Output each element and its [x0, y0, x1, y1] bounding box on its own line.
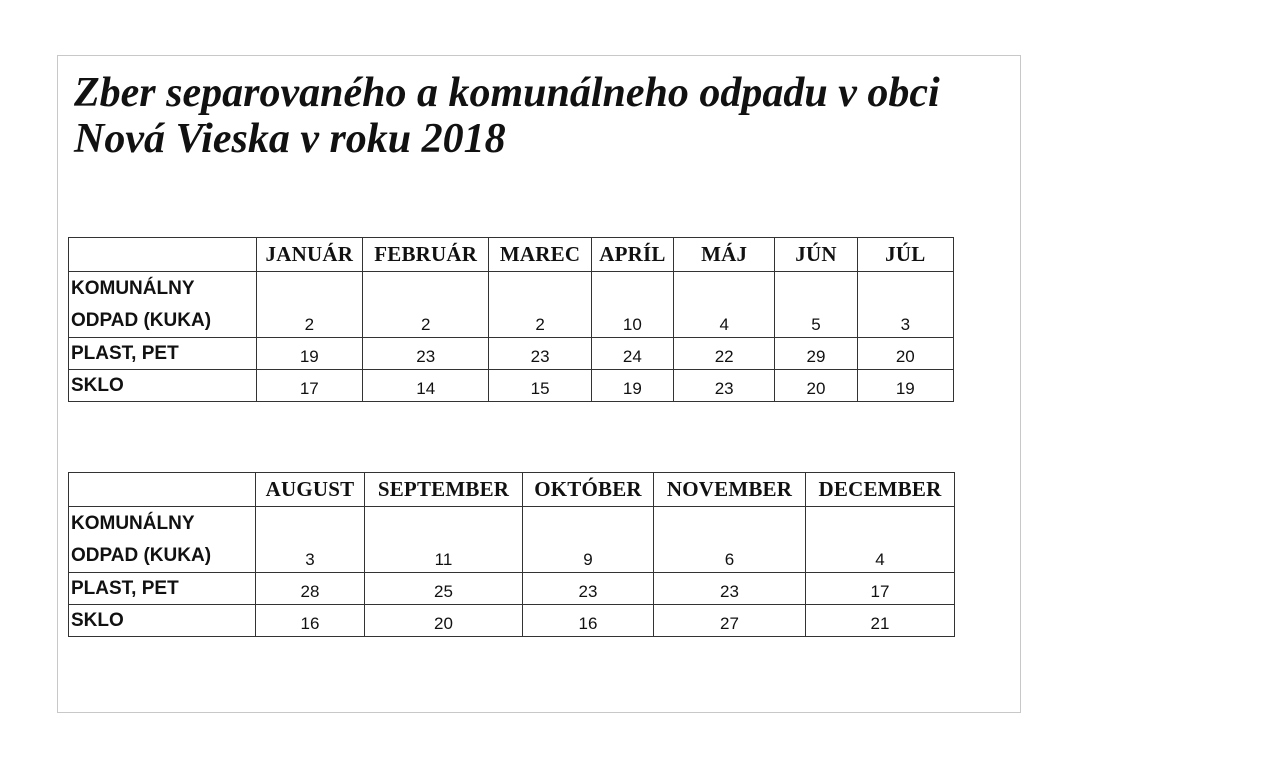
- value-cell: 11: [365, 507, 523, 573]
- table-header-row: [69, 473, 955, 507]
- row-label-line-2: ODPAD (KUKA): [71, 309, 212, 331]
- value-cell: 2: [489, 272, 591, 338]
- value-cell: 15: [489, 370, 591, 402]
- value-cell: 24: [591, 338, 673, 370]
- value-cell: 19: [591, 370, 673, 402]
- value-cell: 10: [591, 272, 673, 338]
- row-label-line-2: ODPAD (KUKA): [71, 544, 212, 566]
- table-row-plast: [69, 338, 954, 370]
- value-cell: 6: [654, 507, 806, 573]
- month-header: SEPTEMBER: [365, 473, 523, 507]
- month-header: JÚN: [775, 238, 857, 272]
- month-header: APRÍL: [591, 238, 673, 272]
- title-line-2: Nová Vieska v roku 2018: [74, 116, 506, 162]
- value-cell: 22: [674, 338, 775, 370]
- month-header: MAREC: [489, 238, 591, 272]
- value-cell: 19: [256, 338, 362, 370]
- row-label: [69, 507, 256, 573]
- value-cell: 4: [806, 507, 955, 573]
- value-cell: 16: [256, 605, 365, 637]
- value-cell: 20: [775, 370, 857, 402]
- value-cell: 23: [674, 370, 775, 402]
- month-header: DECEMBER: [806, 473, 955, 507]
- title-line-1: Zber separovaného a komunálneho odpadu v obci: [74, 70, 940, 116]
- row-label: PLAST, PET: [69, 338, 257, 370]
- value-cell: 20: [857, 338, 953, 370]
- value-cell: 2: [362, 272, 488, 338]
- header-empty-cell: [69, 238, 257, 272]
- row-label-line-1: KOMUNÁLNY: [71, 512, 195, 534]
- table-header-row: [69, 238, 954, 272]
- document-title: [74, 70, 940, 162]
- value-cell: 25: [365, 573, 523, 605]
- row-label-line-1: KOMUNÁLNY: [71, 277, 195, 299]
- month-header: JANUÁR: [256, 238, 362, 272]
- waste-table-jan-jul: [68, 237, 954, 402]
- value-cell: 23: [654, 573, 806, 605]
- table-row-sklo: [69, 370, 954, 402]
- value-cell: 28: [256, 573, 365, 605]
- value-cell: 14: [362, 370, 488, 402]
- value-cell: 27: [654, 605, 806, 637]
- value-cell: 16: [523, 605, 654, 637]
- value-cell: 23: [362, 338, 488, 370]
- table-row-sklo: [69, 605, 955, 637]
- value-cell: 3: [256, 507, 365, 573]
- row-label: PLAST, PET: [69, 573, 256, 605]
- row-label: SKLO: [69, 605, 256, 637]
- value-cell: 23: [489, 338, 591, 370]
- value-cell: 20: [365, 605, 523, 637]
- month-header: JÚL: [857, 238, 953, 272]
- value-cell: 2: [256, 272, 362, 338]
- value-cell: 17: [256, 370, 362, 402]
- table-row-komunalny: [69, 507, 955, 573]
- value-cell: 29: [775, 338, 857, 370]
- month-header: AUGUST: [256, 473, 365, 507]
- waste-table-aug-dec: [68, 472, 955, 637]
- month-header: NOVEMBER: [654, 473, 806, 507]
- month-header: FEBRUÁR: [362, 238, 488, 272]
- table-row-komunalny: [69, 272, 954, 338]
- value-cell: 23: [523, 573, 654, 605]
- header-empty-cell: [69, 473, 256, 507]
- value-cell: 17: [806, 573, 955, 605]
- table-row-plast: [69, 573, 955, 605]
- value-cell: 5: [775, 272, 857, 338]
- value-cell: 19: [857, 370, 953, 402]
- value-cell: 9: [523, 507, 654, 573]
- row-label: [69, 272, 257, 338]
- month-header: MÁJ: [674, 238, 775, 272]
- value-cell: 21: [806, 605, 955, 637]
- value-cell: 4: [674, 272, 775, 338]
- document-page: [57, 55, 1021, 713]
- value-cell: 3: [857, 272, 953, 338]
- row-label: SKLO: [69, 370, 257, 402]
- month-header: OKTÓBER: [523, 473, 654, 507]
